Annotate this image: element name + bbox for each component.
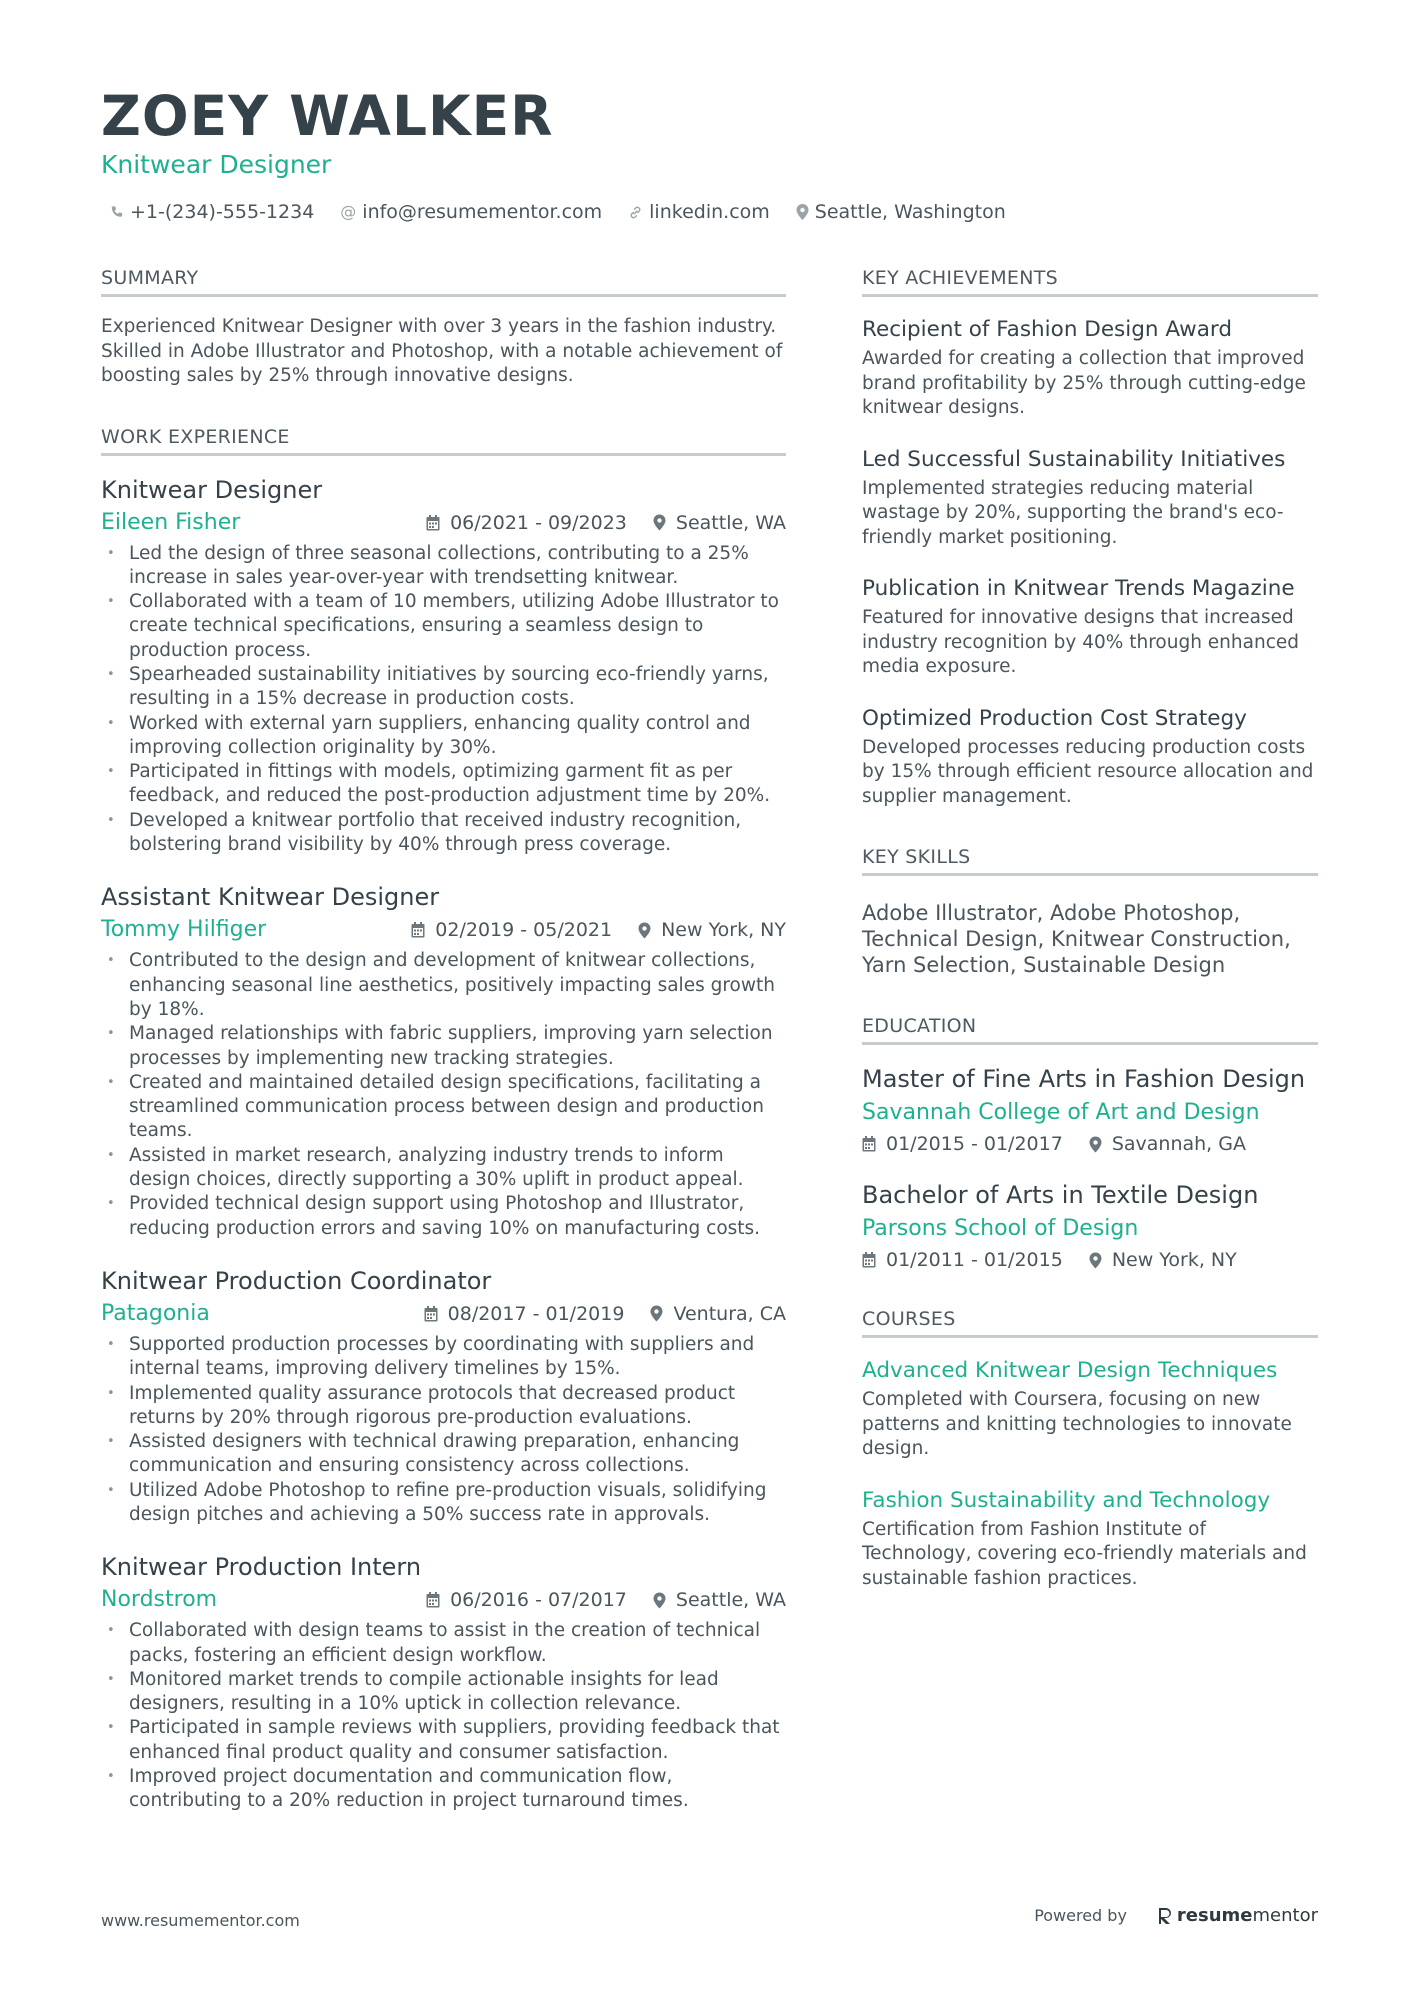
- dates-text: 06/2021 - 09/2023: [450, 511, 627, 534]
- job-entry: [101, 1551, 786, 1813]
- dates-text: 01/2015 - 01/2017: [886, 1133, 1063, 1155]
- bullet-item: • Supported production processes by coordinating with suppliers and internal teams, improving delivery timelines by 15%.: [101, 1333, 786, 1382]
- education-dates: [862, 1249, 1063, 1271]
- job-title: Knitwear Production Coordinator: [101, 1266, 492, 1295]
- company-name: Tommy Hilfiger: [101, 917, 267, 943]
- location-pin-icon: [650, 1305, 663, 1322]
- job-title: Knitwear Designer: [101, 475, 323, 504]
- bullet-item: • Worked with external yarn suppliers, enhancing quality control and improving collection originality by 30%.: [101, 712, 786, 761]
- summary-text: Experienced Knitwear Designer with over 3 years in the fashion industry. Skilled in Adobe Illustrator and Photoshop, with a notable achievement of boosting sales by 25% through innovative designs.: [101, 316, 783, 386]
- calendar-icon: [862, 1136, 876, 1152]
- bullet-item: • Collaborated with a team of 10 members, utilizing Adobe Illustrator to create technical specifications, ensuring a seamless design to production process.: [101, 590, 786, 663]
- brand-bold: resume: [1176, 1905, 1253, 1926]
- job-location: [638, 919, 786, 941]
- summary-section: [101, 266, 786, 389]
- education-location: [1089, 1249, 1237, 1271]
- at-icon: @: [340, 202, 357, 221]
- achievement-item: [862, 574, 1318, 680]
- achievement-text: Implemented strategies reducing material wastage by 20%, supporting the brand's eco-friendly market positioning.: [862, 477, 1284, 548]
- bullet-item: • Managed relationships with fabric suppliers, improving yarn selection processes by implementing new tracking strategies.: [101, 1022, 786, 1071]
- achievement-title: Publication in Knitwear Trends Magazine: [862, 576, 1295, 601]
- job-dates: [424, 1303, 625, 1325]
- job-dates: [411, 919, 612, 941]
- job-title: Assistant Knitwear Designer: [101, 883, 440, 912]
- bullet-item: • Developed a knitwear portfolio that received industry recognition, bolstering brand visibility by 40% through press coverage.: [101, 809, 786, 858]
- job-location: [650, 1303, 786, 1325]
- degree-title: Bachelor of Arts in Textile Design: [862, 1181, 1259, 1209]
- dates-text: 01/2011 - 01/2015: [886, 1249, 1063, 1271]
- footer-brand-area: [1034, 1905, 1318, 1926]
- course-title: Advanced Knitwear Design Techniques: [862, 1358, 1278, 1383]
- contact-phone: [110, 199, 314, 225]
- achievement-title: Optimized Production Cost Strategy: [862, 705, 1247, 731]
- job-entry: [101, 881, 786, 1241]
- contact-bar: [110, 199, 1032, 225]
- dates-text: 02/2019 - 05/2021: [435, 919, 613, 942]
- bullet-item: • Spearheaded sustainability initiatives by sourcing eco-friendly yarns, resulting in a 15% decrease in production costs.: [101, 663, 786, 712]
- job-location: [653, 1589, 786, 1611]
- bullet-item: • Led the design of three seasonal collections, contributing to a 25% increase in sales year-over-year with trendsetting knitwear.: [101, 542, 786, 591]
- achievement-text: Featured for innovative designs that increased industry recognition by 40% through enhanced media exposure.: [862, 607, 1299, 677]
- achievement-title: Recipient of Fashion Design Award: [862, 317, 1233, 342]
- experience-heading: WORK EXPERIENCE: [101, 425, 786, 456]
- experience-section: [101, 425, 786, 1814]
- job-entry: [101, 474, 786, 858]
- location-text: Seattle, WA: [675, 1589, 786, 1612]
- location-text: Seattle, Washington: [814, 201, 1006, 223]
- achievements-section: [862, 266, 1318, 809]
- job-meta: [411, 919, 786, 941]
- bullet-item: • Assisted in market research, analyzing industry trends to inform design choices, directly supporting a 30% uplift in product appeal.: [101, 1144, 786, 1193]
- course-text: Certification from Fashion Institute of Technology, covering eco-friendly materials and sustainable fashion practices.: [862, 1518, 1307, 1589]
- left-column: [101, 266, 786, 1838]
- location-text: New York, NY: [1111, 1249, 1237, 1271]
- school-name: Savannah College of Art and Design: [862, 1100, 1260, 1125]
- course-text: Completed with Coursera, focusing on new patterns and knitting technologies to innovate design.: [862, 1389, 1292, 1459]
- calendar-icon: [426, 515, 440, 531]
- footer-website[interactable]: www.resumementor.com: [101, 1911, 300, 1930]
- company-name: Nordstrom: [101, 1587, 218, 1613]
- achievement-item: [862, 704, 1318, 810]
- bullet-item: • Collaborated with design teams to assist in the creation of technical packs, fostering an efficient design workflow.: [101, 1619, 786, 1668]
- school-name: Parsons School of Design: [862, 1216, 1139, 1241]
- dates-text: 06/2016 - 07/2017: [450, 1589, 627, 1612]
- courses-heading: COURSES: [862, 1307, 1318, 1338]
- location-text: Seattle, WA: [675, 511, 786, 534]
- bullet-item: • Created and maintained detailed design specifications, facilitating a streamlined communication process between design and production teams.: [101, 1071, 786, 1144]
- bullet-item: • Improved project documentation and communication flow, contributing to a 20% reduction in project turnaround times.: [101, 1765, 786, 1814]
- job-bullets: [101, 1619, 786, 1813]
- education-location: [1089, 1133, 1246, 1155]
- achievement-item: [862, 315, 1318, 421]
- job-bullets: [101, 542, 786, 858]
- job-dates: [426, 512, 627, 534]
- achievement-title: Led Successful Sustainability Initiatives: [862, 446, 1286, 472]
- skills-heading: KEY SKILLS: [862, 845, 1318, 876]
- course-item: [862, 1356, 1318, 1462]
- calendar-icon: [411, 922, 425, 938]
- location-text: New York, NY: [661, 919, 786, 942]
- calendar-icon: [426, 1592, 440, 1608]
- location-text: Savannah, GA: [1111, 1133, 1246, 1155]
- job-meta: [426, 512, 786, 534]
- location-text: Ventura, CA: [673, 1302, 786, 1325]
- bullet-item: • Assisted designers with technical drawing preparation, enhancing communication and ensuring consistency across collections.: [101, 1430, 786, 1479]
- location-pin-icon: [1089, 1252, 1102, 1269]
- achievement-text: Developed processes reducing production costs by 15% through efficient resource allocation and supplier management.: [862, 736, 1314, 807]
- job-dates: [426, 1589, 627, 1611]
- job-bullets: [101, 1333, 786, 1527]
- education-item: [862, 1063, 1318, 1155]
- job-subheader: [101, 915, 786, 945]
- education-dates: [862, 1133, 1063, 1155]
- dates-text: 08/2017 - 01/2019: [447, 1302, 625, 1325]
- bullet-item: • Contributed to the design and development of knitwear collections, enhancing seasonal line aesthetics, positively impacting sales growth by 18%.: [101, 949, 786, 1022]
- company-name: Eileen Fisher: [101, 509, 241, 535]
- job-entry: [101, 1265, 786, 1527]
- link-icon: [628, 205, 643, 220]
- powered-by-label: Powered by: [1034, 1906, 1127, 1925]
- bullet-item: • Monitored market trends to compile actionable insights for lead designers, resulting in a 10% uptick in collection relevance.: [101, 1668, 786, 1717]
- phone-text: +1-(234)-555-1234: [130, 201, 315, 223]
- location-pin-icon: [638, 922, 651, 939]
- location-pin-icon: [796, 204, 809, 220]
- email-text: info@resumementor.com: [362, 201, 603, 223]
- bullet-item: • Utilized Adobe Photoshop to refine pre-production visuals, solidifying design pitches and achieving a 50% success rate in approvals.: [101, 1479, 786, 1528]
- brand-rest: mentor: [1252, 1905, 1318, 1926]
- education-section: [862, 1014, 1318, 1271]
- job-meta: [424, 1303, 786, 1325]
- skills-text: Adobe Illustrator, Adobe Photoshop, Technical Design, Knitwear Construction, Yarn Selection, Sustainable Design: [862, 901, 1291, 977]
- course-title: Fashion Sustainability and Technology: [862, 1487, 1271, 1513]
- job-subheader: [101, 1585, 786, 1615]
- resumementor-logo-icon: [1157, 1906, 1173, 1926]
- calendar-icon: [424, 1306, 438, 1322]
- calendar-icon: [862, 1252, 876, 1268]
- bullet-item: • Participated in fittings with models, optimizing garment fit as per feedback, and reduced the post-production adjustment time by 20%.: [101, 760, 786, 809]
- achievement-item: [862, 445, 1318, 551]
- location-pin-icon: [1089, 1136, 1102, 1153]
- candidate-name: ZOEY WALKER: [101, 84, 554, 148]
- bullet-item: • Provided technical design support using Photoshop and Illustrator, reducing production errors and saving 10% on manufacturing costs.: [101, 1192, 786, 1241]
- education-item: [862, 1179, 1318, 1271]
- job-title: Knitwear Production Intern: [101, 1553, 422, 1582]
- contact-email[interactable]: [340, 199, 602, 225]
- location-pin-icon: [653, 1592, 666, 1609]
- course-item: [862, 1486, 1318, 1592]
- summary-heading: SUMMARY: [101, 266, 786, 297]
- company-name: Patagonia: [101, 1300, 210, 1326]
- education-heading: EDUCATION: [862, 1014, 1318, 1045]
- courses-section: [862, 1307, 1318, 1591]
- skills-section: [862, 845, 1318, 978]
- right-column: [862, 266, 1318, 1627]
- achievement-text: Awarded for creating a collection that improved brand profitability by 25% through cutting-edge knitwear designs.: [862, 348, 1306, 418]
- job-subheader: [101, 508, 786, 538]
- location-pin-icon: [653, 514, 666, 531]
- bullet-item: • Participated in sample reviews with suppliers, providing feedback that enhanced final product quality and consumer satisfaction.: [101, 1716, 786, 1765]
- linkedin-text: linkedin.com: [649, 201, 770, 223]
- contact-linkedin[interactable]: [628, 199, 770, 225]
- degree-title: Master of Fine Arts in Fashion Design: [862, 1065, 1306, 1093]
- education-meta: [862, 1133, 1318, 1155]
- job-subheader: [101, 1299, 786, 1329]
- education-meta: [862, 1249, 1318, 1271]
- achievements-heading: KEY ACHIEVEMENTS: [862, 266, 1318, 297]
- bullet-item: • Implemented quality assurance protocols that decreased product returns by 20% through rigorous pre-production evaluations.: [101, 1382, 786, 1431]
- candidate-role: Knitwear Designer: [101, 150, 332, 179]
- job-meta: [426, 1589, 786, 1611]
- job-bullets: [101, 949, 786, 1241]
- contact-location: [796, 199, 1006, 225]
- phone-icon: [110, 205, 124, 219]
- brand-logo[interactable]: [1157, 1905, 1318, 1926]
- job-location: [653, 512, 786, 534]
